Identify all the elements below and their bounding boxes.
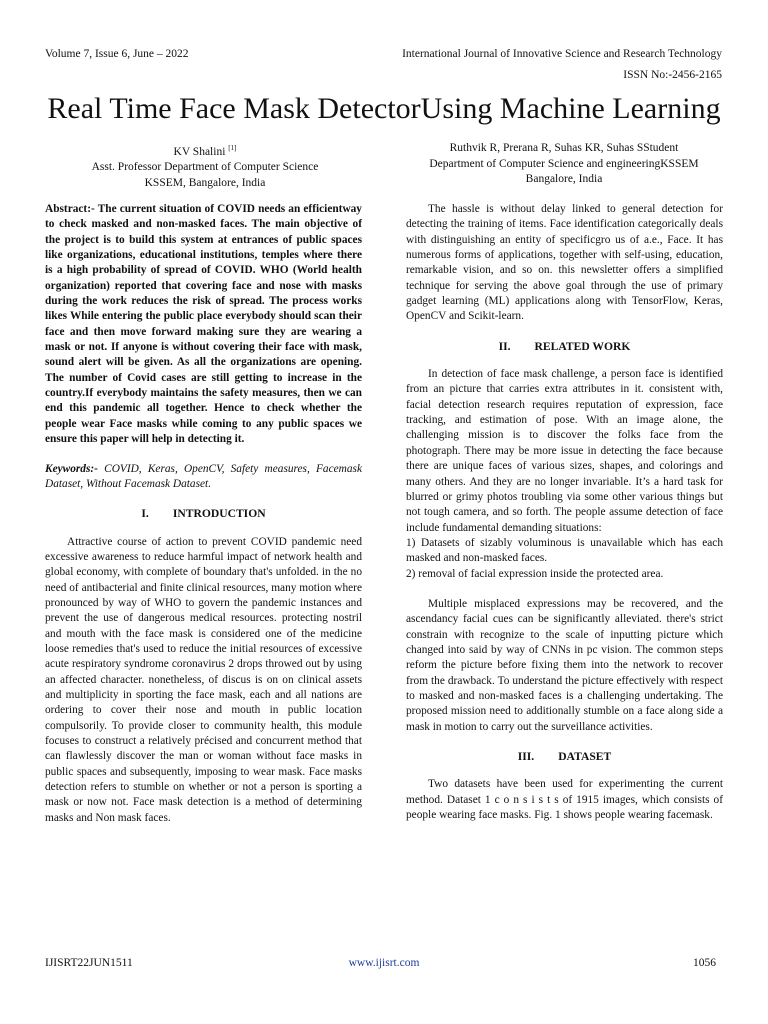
author-names: Ruthvik R, Prerana R, Suhas KR, Suhas SStudent [449, 142, 679, 154]
dataset-paragraph: Two datasets have been used for experimenting the current method. Dataset 1 c o n s i s t s of 1915 images, which consists of people wearing face masks. Fig. 1 shows people wearing facemask. [406, 778, 723, 822]
section-heading-related-work: II. RELATED WORK [498, 339, 631, 353]
author-name: KV Shalini [173, 145, 226, 158]
author-affiliation: Department of Computer Science and engineeringKSSEM [429, 157, 699, 170]
author-affiliation: Asst. Professor Department of Computer Science [91, 161, 319, 174]
related-list-item-1: 1) Datasets of sizably voluminous is unavailable which has each masked and non-masked faces. [406, 536, 723, 565]
paper-id: IJISRT22JUN1511 [45, 957, 133, 969]
related-paragraph: In detection of face mask challenge, a person face is identified from an picture that carries extra attributes in it. consistent with, facial detection research requires reputation of expression, face tracking, and estimation of pose. With an image alone, the challenging mission is to discover the folks face from the photograph. There may be more issue in detecting the face because there are unique faces of various sizes, shapes, and colorings and many others. And they are no longer invariable. It’s a hard task for blurred or grimy photos troubling via some other various things but not tough camera, and so forth. The people assume detection of face include fundamental demanding situations: [406, 368, 723, 534]
author-block-left [45, 141, 365, 191]
volume-info: Volume 7, Issue 6, June – 2022 [45, 48, 189, 60]
intro-paragraph-2: The hassle is without delay linked to general detection for detecting the training of items. Face identification categorically deals with distinguishing an entity of specificgro us of a.e., Face. It has numerous forms of applications, together with self-using, education, remarkable vision, and so on. this newsletter offers a simplified technique for serving the above goal through the use of primary gadget learning (ML) applications along with TensorFlow, Keras, OpenCV and Scikit-learn. [406, 203, 723, 323]
section-heading-introduction: I. INTRODUCTION [141, 507, 266, 521]
keywords-label: Keywords:- [45, 462, 98, 475]
right-column [406, 202, 723, 823]
author-location: KSSEM, Bangalore, India [144, 176, 266, 189]
paper-title: Real Time Face Mask DetectorUsing Machine Learning [47, 92, 721, 125]
intro-paragraph: Attractive course of action to prevent COVID pandemic need excessive awareness to reduce harmful impact of network health and global economy, with complete of boundary that's unfolded. in the no need of antibacterial and finite clinical resources, many motion where pronounced by way of WHO to govern the pandemic instances and prevent the use of dangerous medical resources. protecting nostril and mouth with the face mask is considered one of the medicine loose remedies that's used to reduce the initial resources of excessive acute respiratory syndrome coronavirus 2 drops throwed out by using an affected character. nonetheless, of discus is on on clinical assets and multiplicity in sporting the face mask, each and all nations are ordering to cover their nose and mouth in public location compulsorily. To provide closer to community health, this module focuses to construct a relatively précised and concurrent method that can flawlessly discover the man or woman without face masks in public spaces and subsequently, imposing to wear mask. Face masks detection refers to stumble on whether or not a person is sporting a mask or now not. Face mask detection is a method of determining masks and Non mask faces. [45, 535, 362, 824]
author-location: Bangalore, India [525, 173, 603, 185]
journal-name: International Journal of Innovative Science and Research Technology [402, 48, 722, 60]
keywords [45, 462, 362, 493]
keywords-text: COVID, Keras, OpenCV, Safety measures, Facemask Dataset, Without Facemask Dataset. [45, 462, 362, 490]
related-list-item-2: 2) removal of facial expression inside the protected area. [406, 567, 664, 580]
issn: ISSN No:-2456-2165 [623, 69, 722, 81]
abstract [45, 202, 362, 448]
abstract-text: The current situation of COVID needs an efficientway to check masked and non-masked faces. The main objective of the project is to build this system at entrances of public spaces like organizations, educational institutions, temples where there is a high probability of spread of COVID. WHO (World health organization) reported that covering face and nose with masks during the work reduces the risk of spread. The process works likes While entering the public place everybody should scan their face and then move forward making sure they are wearing a mask or not. If anyone is without covering their face with mask, sound alert will be given. As all the organizations are opening. The number of Covid cases are still getting to increase in the country.If everybody maintains the safety measures, then we can end this pandemic all together. Hence to check whether the people wear Face masks while coming to any public spaces we ensure this paper will help in detecting it. [45, 203, 362, 446]
journal-url-link[interactable]: www.ijisrt.com [348, 957, 420, 969]
abstract-label: Abstract:- [45, 203, 95, 215]
related-paragraph-2: Multiple misplaced expressions may be recovered, and the ascendancy facial cues can be significantly alleviated. there's strict constrain with recognize to the scale of inputting picture which changed into said by way of CNNs in pc vision. The common steps reform the picture before fixing them into the network to recover from the drawback. To understand the picture effectively with respect to masked and non-masked faces is a challenging undertaking. The proposed mission need to additionally stumble on a face along side a mask in motion to carry out the surveillance activities. [406, 597, 723, 733]
section-heading-dataset: III. DATASET [517, 750, 612, 763]
left-column [45, 202, 362, 826]
page-number: 1056 [693, 957, 716, 969]
author-ref: [1] [228, 144, 237, 152]
author-block-right [405, 141, 723, 188]
